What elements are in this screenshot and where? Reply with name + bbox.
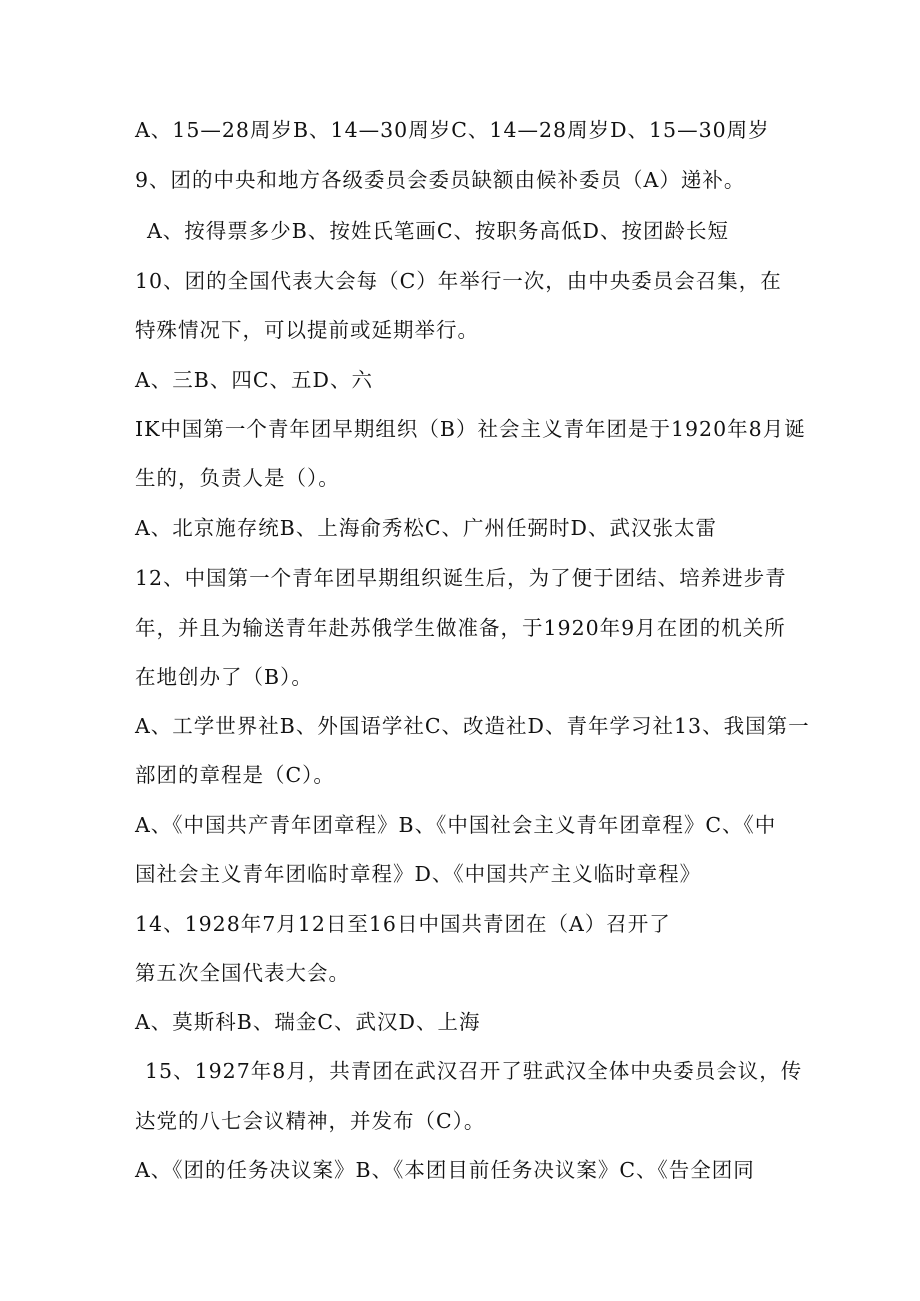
question-12-line-1: 12、中国第一个青年团早期组织诞生后，为了便于团结、培养进步青	[135, 566, 787, 590]
question-11-line-2: 生的，负责人是（）。	[135, 466, 340, 490]
option-line-q13-2: 国社会主义青年团临时章程》D、《中国共产主义临时章程》	[135, 862, 702, 886]
option-line-q11: A、北京施存统B、上海俞秀松C、广州任弼时D、武汉张太雷	[135, 516, 717, 540]
option-line-q9: A、按得票多少B、按姓氏笔画C、按职务高低D、按团龄长短	[147, 219, 729, 243]
question-15-line-2: 达党的八七会议精神，并发布（C）。	[135, 1109, 486, 1133]
question-14-line-2: 第五次全国代表大会。	[135, 961, 350, 985]
question-13-line-2: 部团的章程是（C）。	[135, 763, 335, 787]
question-9: 9、团的中央和地方各级委员会委员缺额由候补委员（A）递补。	[135, 168, 746, 192]
question-11-line-1: IK中国第一个青年团早期组织（B）社会主义青年团是于1920年8月诞	[135, 417, 806, 441]
option-line-q10: A、三B、四C、五D、六	[135, 368, 373, 392]
question-15-line-1: 15、1927年8月，共青团在武汉召开了驻武汉全体中央委员会议，传	[145, 1059, 803, 1083]
question-14-line-1: 14、1928年7月12日至16日中国共青团在（A）召开了	[135, 912, 671, 936]
option-line-q8: A、15—28周岁B、14—30周岁C、14—28周岁D、15—30周岁	[135, 118, 770, 142]
option-line-q14: A、莫斯科B、瑞金C、武汉D、上海	[135, 1010, 481, 1034]
option-line-q12: A、工学世界社B、外国语学社C、改造社D、青年学习社13、我国第一	[135, 714, 810, 738]
question-12-line-3: 在地创办了（B）。	[135, 665, 313, 689]
question-10-line-1: 10、团的全国代表大会每（C）年举行一次，由中央委员会召集，在	[135, 269, 782, 293]
question-10-line-2: 特殊情况下，可以提前或延期举行。	[135, 318, 479, 342]
option-line-q13-1: A、《中国共产青年团章程》B、《中国社会主义青年团章程》C、《中	[135, 813, 777, 837]
option-line-q15: A、《团的任务决议案》B、《本团目前任务决议案》C、《告全团同	[135, 1158, 755, 1182]
question-12-line-2: 年，并且为输送青年赴苏俄学生做准备，于1920年9月在团的机关所	[135, 616, 786, 640]
